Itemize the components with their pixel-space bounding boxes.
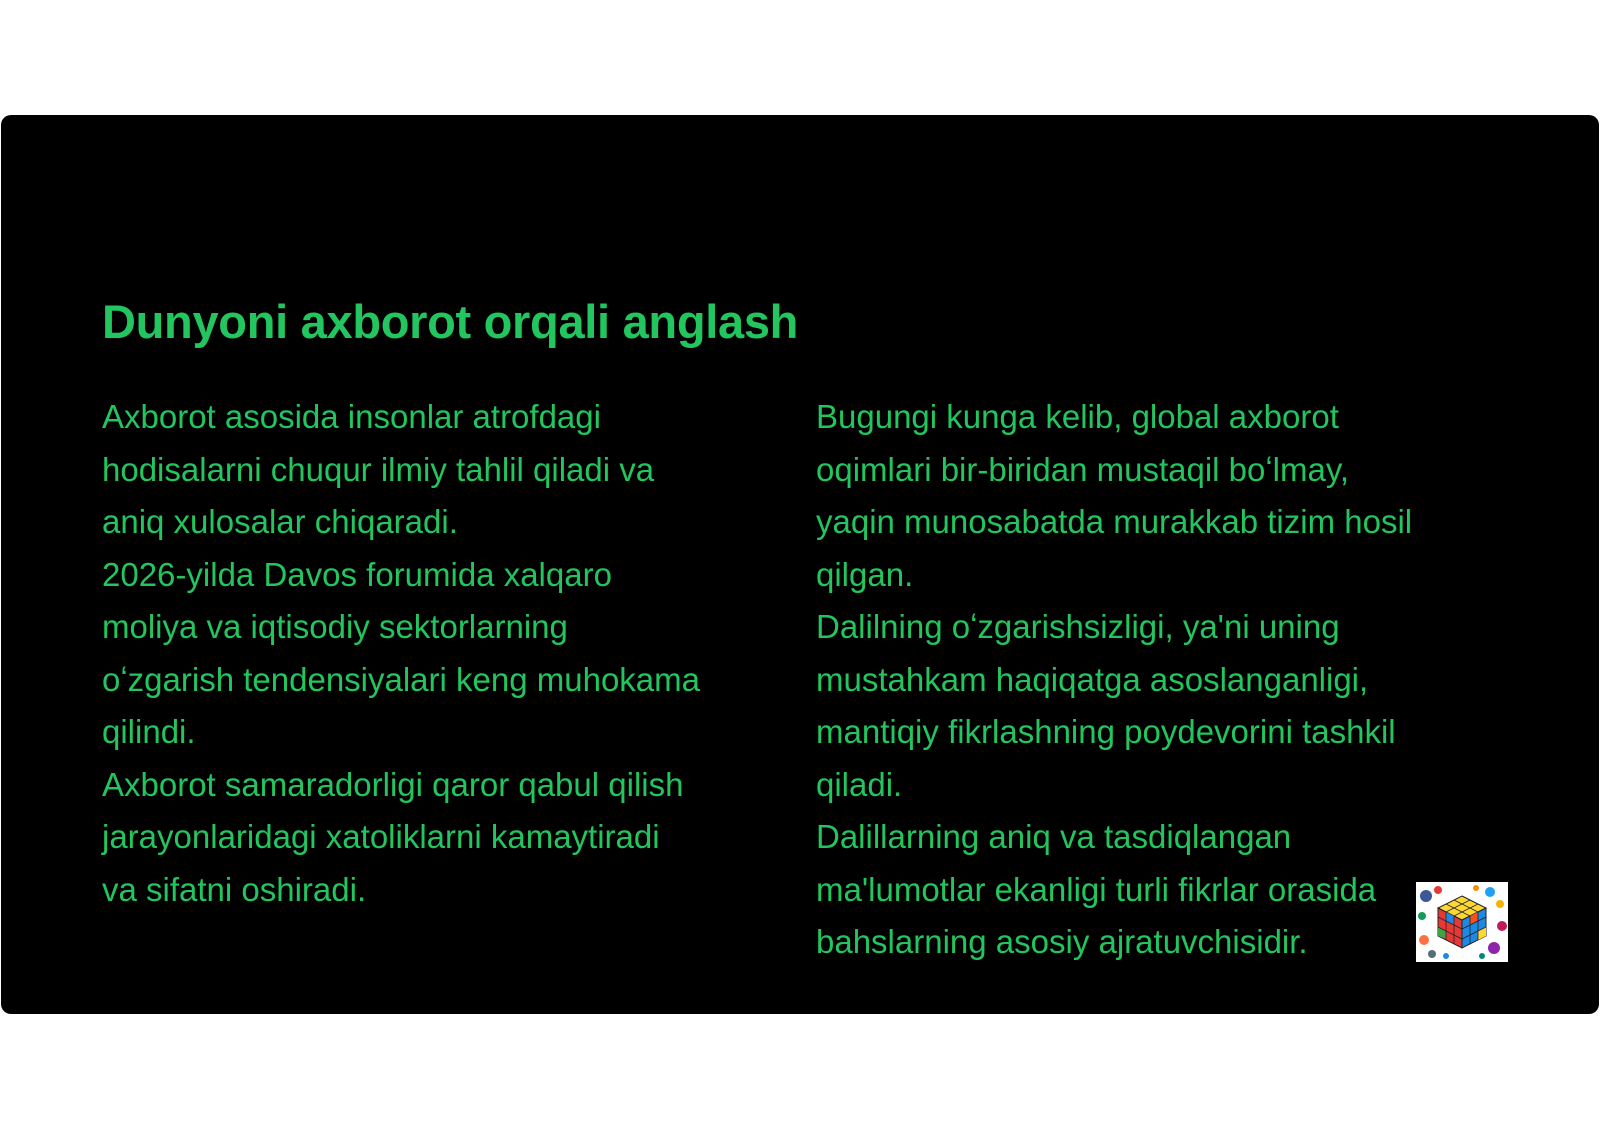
slide-title: Dunyoni axborot orqali anglash bbox=[102, 295, 799, 348]
slide bbox=[1, 115, 1599, 1014]
left-paragraph-1: Axborot asosida insonlar atrofdagi hodisalarni chuqur ilmiy tahlil qiladi va aniq xulosalar chiqaradi. bbox=[102, 398, 655, 540]
right-paragraph-2: Dalilning oʻzgarishsizligi, ya'ni uning mustahkam haqiqatga asoslanganligi, mantiqiy fikrlashning poydevorini tashkil qiladi. bbox=[816, 608, 1396, 803]
left-column bbox=[102, 391, 792, 916]
right-paragraph-1: Bugungi kunga kelib, global axborot oqimlari bir-biridan mustaqil boʻlmay, yaqin munosabatda murakkab tizim hosil qilgan. bbox=[816, 398, 1413, 593]
rubiks-cube-icon bbox=[1416, 882, 1508, 962]
right-paragraph-3: Dalillarning aniq va tasdiqlangan ma'lumotlar ekanligi turli fikrlar orasida bahslarning asosiy ajratuvchisidir. bbox=[816, 818, 1377, 960]
left-paragraph-3: Axborot samaradorligi qaror qabul qilish jarayonlaridagi xatoliklarni kamaytiradi va sifatni oshiradi. bbox=[102, 765, 684, 908]
rubiks-cube-image bbox=[1416, 882, 1508, 962]
right-column bbox=[816, 391, 1506, 969]
left-paragraph-2: 2026-yilda Davos forumida xalqaro moliya va iqtisodiy sektorlarning oʻzgarish tendensiyalari keng muhokama qilindi. bbox=[102, 555, 700, 750]
